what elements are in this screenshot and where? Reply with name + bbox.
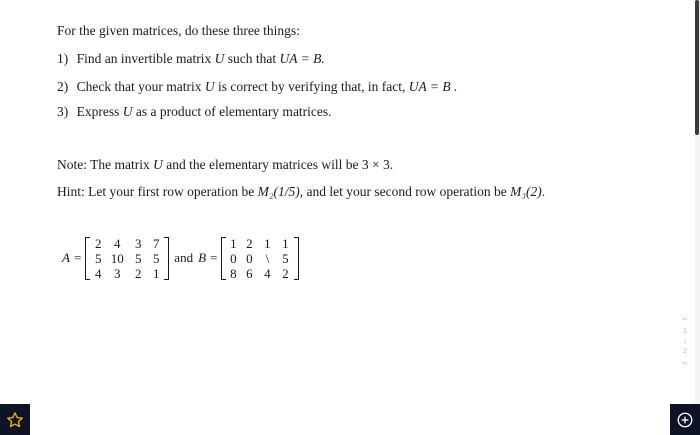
step-2-symbol: U: [204, 79, 215, 94]
step-3-text-post: as a product of elementary matrices.: [135, 104, 332, 119]
step-2-math: UA = B .: [408, 79, 458, 94]
matrix-b-cell: 5: [282, 250, 289, 266]
step-3-number: 3): [57, 104, 69, 119]
scrollbar-thumb[interactable]: [695, 0, 699, 135]
step-3: [57, 104, 332, 120]
hint-op2: M₃(2): [510, 184, 542, 199]
matrix-a-cell: 5: [153, 250, 160, 266]
matrix-b-cell: 4: [264, 265, 271, 281]
matrix-a-cell: 5: [95, 250, 102, 266]
matrix-equations: [62, 234, 299, 282]
hint-mid: , and let your second row operation be: [299, 184, 507, 199]
matrix-b-equals: =: [210, 250, 218, 265]
matrix-b-cell: 0: [230, 250, 237, 266]
zoom-in-glyph: [676, 411, 694, 429]
matrix-a-label: A: [62, 250, 70, 265]
hint-end: .: [541, 184, 546, 199]
matrix-a: [85, 236, 169, 281]
note-symbol: U: [153, 157, 163, 172]
matrix-b-cell: 2: [282, 265, 289, 281]
step-2-text-post: is correct by verifying that, in fact,: [217, 79, 406, 94]
matrix-a-cell: 10: [110, 250, 124, 266]
step-2: [57, 79, 457, 95]
total-pages: 2: [682, 347, 688, 355]
matrix-a-cell: 3: [135, 235, 142, 251]
matrix-a-cell: 3: [114, 265, 121, 281]
page-down-icon[interactable]: ›: [678, 360, 692, 366]
and-joiner: and: [174, 250, 194, 265]
page-separator: /: [683, 337, 687, 345]
matrix-b-cell: 1: [282, 235, 289, 251]
step-1: [57, 51, 325, 67]
matrix-a-cell: 1: [153, 265, 160, 281]
note-line: [57, 157, 393, 173]
vertical-scrollbar[interactable]: [695, 0, 700, 435]
intro-text: For the given matrices, do these three things:: [57, 23, 300, 38]
step-1-symbol: U: [214, 51, 225, 66]
matrix-a-cell: 7: [153, 235, 160, 251]
matrix-b-cell: 6: [246, 265, 253, 281]
star-icon-glyph: [6, 411, 24, 429]
zoom-in-icon[interactable]: [670, 404, 700, 435]
step-2-number: 2): [57, 79, 69, 94]
matrix-a-cell: 2: [135, 265, 142, 281]
step-1-text-pre: Find an invertible matrix: [76, 51, 212, 66]
matrix-a-cell: 2: [95, 235, 102, 251]
matrix-b-cell: 2: [246, 235, 253, 251]
step-1-math: UA = B.: [279, 51, 325, 66]
matrix-b-cell: \: [265, 250, 270, 266]
hint-line: [57, 184, 545, 200]
matrix-a-cell: 5: [135, 250, 142, 266]
page-up-icon[interactable]: ‹: [678, 316, 692, 322]
page-navigator: [676, 312, 694, 370]
matrix-a-equals: =: [73, 250, 82, 265]
hint-pre: Hint: Let your first row operation be: [57, 184, 255, 199]
step-3-symbol: U: [122, 104, 133, 119]
step-1-number: 1): [57, 51, 69, 66]
star-icon[interactable]: [0, 404, 30, 435]
note-post: and the elementary matrices will be 3 × 3.: [166, 157, 394, 172]
matrix-a-cell: 4: [95, 265, 102, 281]
hint-op1: M₂(1/5): [257, 184, 300, 199]
matrix-b: [221, 236, 299, 281]
note-pre: Note: The matrix: [57, 157, 150, 172]
matrix-b-cell: 8: [230, 265, 237, 281]
matrix-a-cell: 4: [114, 235, 121, 251]
matrix-b-cell: 1: [264, 235, 271, 251]
matrix-b-cell: 1: [230, 235, 237, 251]
step-3-text-pre: Express: [76, 104, 120, 119]
step-2-text-pre: Check that your matrix: [76, 79, 202, 94]
matrix-b-label: B: [198, 250, 207, 265]
matrix-b-cell: 0: [246, 250, 253, 266]
current-page: 1: [682, 327, 688, 335]
step-1-text-post: such that: [227, 51, 277, 66]
